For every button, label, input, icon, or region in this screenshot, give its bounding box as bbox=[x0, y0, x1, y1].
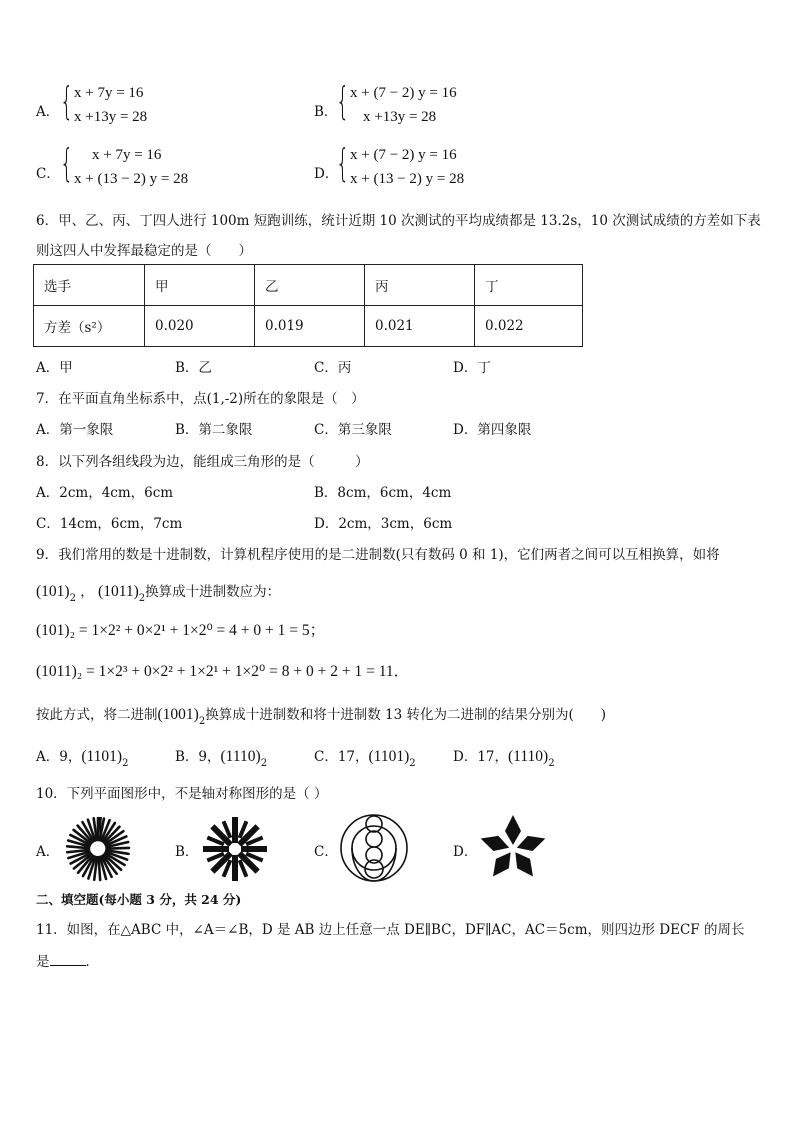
q8-option-b: B．8cm，6cm，4cm bbox=[314, 485, 452, 501]
base-subscript: 2 bbox=[198, 716, 206, 727]
q9-stem-line2: $(101)_2$ ， $(1011)_2$换算成十进制数应为： bbox=[36, 583, 281, 604]
q11-stem-line1: 11．如图，在△ABC 中，∠A＝∠B，D 是 AB 边上任意一点 DE∥BC，DF∥AC，AC＝5cm，则四边形 DECF 的周长 bbox=[36, 922, 745, 938]
binary-number: (1011) bbox=[98, 583, 139, 600]
q9-option-b bbox=[175, 745, 268, 769]
q5-option-d-label: D． bbox=[314, 166, 339, 182]
q6-option-c: C．丙 bbox=[314, 360, 352, 376]
q10-option-c-label: C． bbox=[314, 844, 338, 860]
q6-option-b: B．乙 bbox=[175, 360, 212, 376]
binary-number: (101) bbox=[36, 583, 70, 600]
q9-example2: (1011)₂ = 1×2³ + 0×2² + 1×2¹ + 1×2⁰ = 8 + 0 + 2 + 1 = 11． bbox=[36, 663, 410, 680]
q8-option-a: A．2cm，4cm，6cm bbox=[36, 485, 174, 501]
q7-option-c: C．第三象限 bbox=[314, 422, 392, 438]
q8-stem: 8．以下列各组线段为边，能组成三角形的是（ ） bbox=[36, 454, 369, 470]
equation: x +13y = 28 bbox=[363, 109, 437, 125]
q9-option-a bbox=[36, 745, 129, 769]
q11-stem-text: 是 bbox=[36, 954, 50, 970]
q9-task-text: 按此方式，将二进制 bbox=[36, 707, 158, 723]
base-subscript: 2 bbox=[138, 593, 146, 604]
q9-task-text: 换算成十进制数和将十进制数 13 转化为二进制的结果分别为( ) bbox=[205, 707, 606, 723]
q10-option-d-label: D． bbox=[453, 844, 478, 860]
q9-example1: (101)₂ = 1×2² + 0×2¹ + 1×2⁰ = 4 + 0 + 1 = 5； bbox=[36, 622, 326, 639]
section-title: 二、填空题(每小题 3 分，共 24 分) bbox=[36, 892, 242, 907]
binary-number: (1110) bbox=[220, 748, 261, 765]
table-cell: 丁 bbox=[475, 265, 583, 306]
equation: x + (13 − 2) y = 28 bbox=[350, 171, 465, 187]
equation: x +13y = 28 bbox=[74, 109, 148, 125]
pinwheel-figure-icon bbox=[64, 815, 132, 883]
equation: x + (13 − 2) y = 28 bbox=[74, 171, 189, 187]
q11-stem-line2: 是 ． bbox=[36, 954, 99, 970]
table-cell: 甲 bbox=[145, 265, 255, 306]
option-label: D．17， bbox=[453, 749, 509, 765]
answer-blank[interactable] bbox=[50, 953, 86, 966]
q9-task bbox=[36, 703, 606, 727]
equation: x + 7y = 16 bbox=[92, 147, 162, 163]
binary-number: (1110) bbox=[508, 748, 549, 765]
table-cell: 乙 bbox=[255, 265, 365, 306]
binary-number: (1101) bbox=[81, 748, 123, 765]
table-header-row bbox=[34, 265, 583, 306]
base-subscript: 2 bbox=[122, 758, 129, 769]
table-cell: 方差（s²） bbox=[34, 306, 145, 347]
table-cell: 选手 bbox=[34, 265, 145, 306]
base-subscript: 2 bbox=[69, 593, 76, 604]
option-label: B．9， bbox=[175, 749, 221, 765]
q8-option-d: D．2cm，3cm，6cm bbox=[314, 516, 453, 532]
binary-number: (1001) bbox=[157, 706, 199, 723]
table-cell: 0.021 bbox=[365, 306, 475, 347]
table-cell: 0.020 bbox=[145, 306, 255, 347]
q9-stem-line1: 9．我们常用的数是十进制数，计算机程序使用的是二进制数(只有数码 0 和 1)，它们两者之间可以互相换算，如将 bbox=[36, 547, 720, 563]
q6-stem-line1: 6．甲、乙、丙、丁四人进行 100m 短跑训练，统计近期 10 次测试的平均成绩都是 13.2s，10 次测试成绩的方差如下表 bbox=[36, 213, 761, 229]
equation: x + (7 − 2) y = 16 bbox=[350, 147, 457, 163]
q10-option-a-label: A． bbox=[36, 844, 60, 860]
base-subscript: 2 bbox=[409, 758, 416, 769]
variance-table bbox=[33, 264, 583, 347]
equation: x + 7y = 16 bbox=[74, 85, 144, 101]
q7-option-b: B．第二象限 bbox=[175, 422, 253, 438]
q8-option-c: C．14cm，6cm，7cm bbox=[36, 516, 183, 532]
star-rhombus-figure-icon bbox=[476, 813, 550, 883]
q7-option-d: D．第四象限 bbox=[453, 422, 532, 438]
q5-option-b-label: B． bbox=[314, 104, 338, 120]
q6-stem-line2: 则这四人中发挥最稳定的是（ ） bbox=[36, 243, 252, 259]
q7-stem: 7．在平面直角坐标系中，点(1,-2)所在的象限是（ ） bbox=[36, 391, 365, 407]
base-subscript: 2 bbox=[548, 758, 555, 769]
table-cell: 丙 bbox=[365, 265, 475, 306]
q7-option-a: A．第一象限 bbox=[36, 422, 114, 438]
q10-option-b-label: B． bbox=[175, 844, 199, 860]
q6-option-a: A．甲 bbox=[36, 360, 73, 376]
q9-stem-text: 换算成十进制数应为： bbox=[145, 584, 281, 600]
binary-number: (1101) bbox=[368, 748, 410, 765]
q9-option-c bbox=[314, 745, 416, 769]
base-subscript: 2 bbox=[260, 758, 268, 769]
q6-option-d: D．丁 bbox=[453, 360, 491, 376]
snowflake-figure-icon bbox=[201, 815, 269, 883]
option-label: A．9， bbox=[36, 749, 82, 765]
q5-option-a-label: A． bbox=[36, 104, 60, 120]
q9-option-d bbox=[453, 745, 555, 769]
q5-option-c-label: C． bbox=[36, 166, 60, 182]
nested-circles-figure-icon bbox=[339, 813, 409, 883]
table-row bbox=[34, 306, 583, 347]
table-cell: 0.019 bbox=[255, 306, 365, 347]
option-label: C．17， bbox=[314, 749, 369, 765]
equation: x + (7 − 2) y = 16 bbox=[350, 85, 457, 101]
table-cell: 0.022 bbox=[475, 306, 583, 347]
q10-stem: 10．下列平面图形中，不是轴对称图形的是（ ） bbox=[36, 786, 328, 802]
